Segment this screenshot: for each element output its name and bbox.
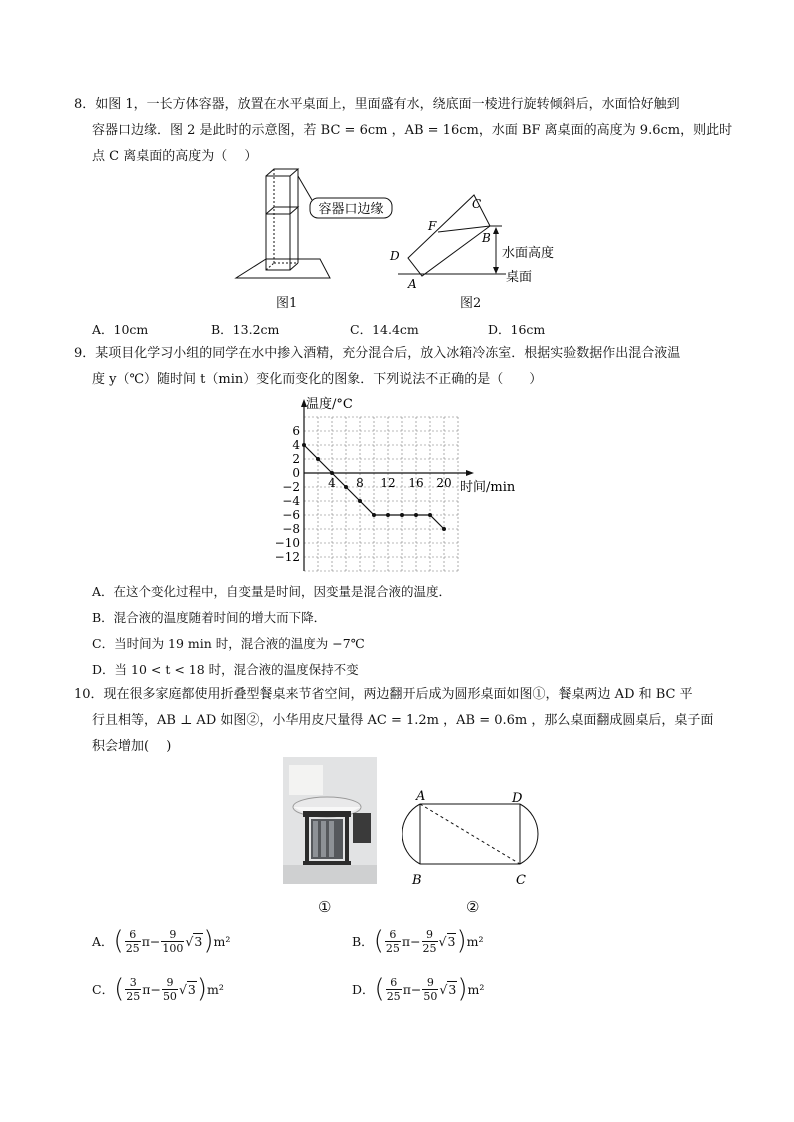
data-point [386, 513, 390, 517]
q10-point-a: A [416, 789, 426, 804]
fig2-table-label: 桌面 [506, 270, 533, 285]
q8-fig2-caption: 图2 [460, 296, 482, 311]
data-point [330, 471, 334, 475]
data-point [414, 513, 418, 517]
chart-xlabel: 时间/min [460, 480, 516, 495]
x-tick-label: 8 [356, 476, 364, 490]
x-tick-label: 4 [328, 476, 336, 490]
q8-stem-line3: 点 C 离桌面的高度为（ ） [92, 149, 258, 164]
fig2-point-c: C [472, 197, 482, 211]
y-tick-label: 2 [292, 452, 300, 466]
y-tick-label: −8 [282, 522, 300, 536]
q8-option-b: B．13.2cm [211, 322, 280, 337]
q10-stem-line3: 积会增加( ) [92, 739, 172, 754]
q10-option-a: A． ( $\frac{6}{25}$ π − $\frac{9}{100}$ √ 3 ) m² [92, 926, 231, 956]
q10-point-d: D [512, 791, 523, 806]
fig2-point-f: F [428, 219, 437, 233]
q8-stem-line2: 容器口边缘．图 2 是此时的示意图，若 BC = 6cm ，AB = 16cm，水面 BF 离桌面的高度为 9.6cm，则此时 [92, 123, 733, 138]
fig2-point-a: A [408, 277, 417, 290]
folding-table-photo [283, 757, 377, 884]
q8-fig1-caption: 图1 [276, 296, 298, 311]
q10-point-c: C [516, 873, 526, 888]
q10-option-c: C． ( $\frac{3}{25}$ π − $\frac{9}{50}$ √ 3 ) m² [92, 974, 224, 1004]
chart-ylabel: 温度/°C [306, 397, 353, 412]
data-point [442, 527, 446, 531]
y-tick-label: 4 [292, 438, 300, 452]
q10-table-diagram [402, 786, 542, 890]
y-tick-label: −6 [282, 508, 300, 522]
q9-option-c: C．当时间为 19 min 时，混合液的温度为 −7℃ [92, 636, 365, 651]
q10-option-b: B． ( $\frac{6}{25}$ π − $\frac{9}{25}$ √ 3 ) m² [352, 926, 484, 956]
fig2-point-d: D [390, 249, 400, 263]
data-point [344, 485, 348, 489]
q8-stem-line1: 8．如图 1，一长方体容器，放置在水平桌面上，里面盛有水，绕底面一棱进行旋转倾斜后，水面恰好触到 [74, 97, 680, 112]
fig1-callout-label: 容器口边缘 [318, 202, 384, 217]
y-tick-label: −2 [282, 480, 300, 494]
q10-point-b: B [412, 873, 422, 888]
data-point [316, 457, 320, 461]
q10-stem-line1: 10．现在很多家庭都使用折叠型餐桌来节省空间，两边翻开后成为圆形桌面如图①，餐桌两边 AD 和 BC 平 [74, 687, 693, 702]
q9-temperature-chart [260, 392, 530, 577]
q8-option-d: D．16cm [488, 322, 546, 337]
q9-stem-line1: 9．某项目化学习小组的同学在水中掺入酒精，充分混合后，放入冰箱冷冻室．根据实验数据作出混合液温 [74, 346, 681, 361]
y-tick-label: 6 [292, 424, 300, 438]
y-tick-label: 0 [292, 466, 300, 480]
y-tick-label: −4 [282, 494, 300, 508]
x-tick-label: 16 [408, 476, 424, 490]
q9-option-a: A．在这个变化过程中，自变量是时间，因变量是混合液的温度． [92, 584, 452, 599]
data-point [358, 499, 362, 503]
chart-grid [304, 417, 458, 571]
q10-fig2-caption: ② [466, 898, 480, 916]
q8-option-c: C．14.4cm [350, 322, 419, 337]
x-axis-arrow [466, 470, 474, 476]
y-tick-label: −12 [274, 550, 300, 564]
q9-option-d: D．当 10 < t < 18 时，混合液的温度保持不变 [92, 662, 359, 677]
q10-fig1-caption: ① [318, 898, 332, 916]
q8-figure1 [228, 166, 398, 314]
q9-stem-line2: 度 y（℃）随时间 t（min）变化而变化的图象．下列说法不正确的是（ ） [92, 372, 543, 387]
data-point [372, 513, 376, 517]
q10-option-d: D． ( $\frac{6}{25}$ π − $\frac{9}{50}$ √ 3 ) m² [352, 974, 485, 1004]
x-tick-label: 12 [380, 476, 396, 490]
data-point [302, 443, 306, 447]
y-tick-label: −10 [274, 536, 300, 550]
q8-figure2 [384, 190, 574, 290]
q10-stem-line2: 行且相等，AB ⊥ AD 如图②，小华用皮尺量得 AC = 1.2m ，AB = 0.6m ，那么桌面翻成圆桌后，桌子面 [92, 713, 714, 728]
x-tick-label: 20 [436, 476, 452, 490]
q8-option-a: A．10cm [92, 322, 149, 337]
fig2-point-b: B [482, 231, 491, 245]
fig2-water-height-label: 水面高度 [502, 246, 555, 261]
q9-option-b: B．混合液的温度随着时间的增大而下降． [92, 610, 327, 625]
data-point [400, 513, 404, 517]
data-point [428, 513, 432, 517]
